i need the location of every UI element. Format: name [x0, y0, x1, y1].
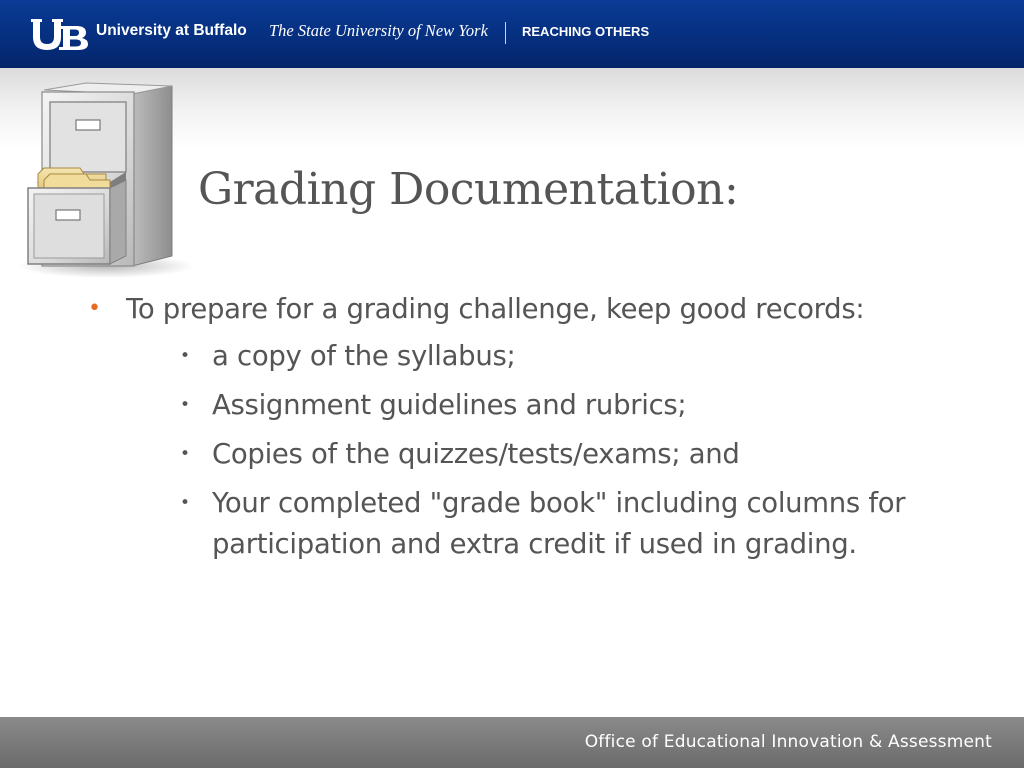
header-divider [505, 22, 506, 44]
sub-bullet-text: Your completed "grade book" including columns for participation and extra credit if used in grading. [212, 487, 906, 560]
file-cabinet-icon [14, 80, 194, 280]
system-name: The State University of New York [269, 21, 488, 40]
sub-bullet-item [172, 385, 914, 426]
header-bar [0, 0, 1024, 68]
bullet-list [84, 289, 914, 573]
sub-bullet-marker: • [180, 395, 191, 415]
sub-bullet-item [172, 483, 914, 565]
bullet-item [84, 289, 914, 573]
header-tagline: REACHING OTHERS [522, 24, 650, 39]
slide-title: Grading Documentation: [198, 164, 739, 215]
footer-text: Office of Educational Innovation & Assessment [584, 732, 992, 752]
ub-logo-icon [30, 17, 90, 51]
sub-bullet-marker: • [180, 444, 191, 464]
sub-bullet-item [172, 336, 914, 377]
sub-bullet-text: a copy of the syllabus; [212, 340, 516, 372]
sub-bullet-item [172, 434, 914, 475]
bullet-marker: • [88, 296, 101, 321]
sub-bullet-text: Assignment guidelines and rubrics; [212, 389, 687, 421]
sub-bullet-marker: • [180, 493, 191, 513]
footer-bar [0, 717, 1024, 768]
university-name: University at Buffalo [96, 22, 247, 39]
sub-bullet-marker: • [180, 346, 191, 366]
sub-bullet-list [126, 336, 914, 565]
bullet-text: To prepare for a grading challenge, keep good records: [126, 293, 865, 325]
sub-bullet-text: Copies of the quizzes/tests/exams; and [212, 438, 740, 470]
